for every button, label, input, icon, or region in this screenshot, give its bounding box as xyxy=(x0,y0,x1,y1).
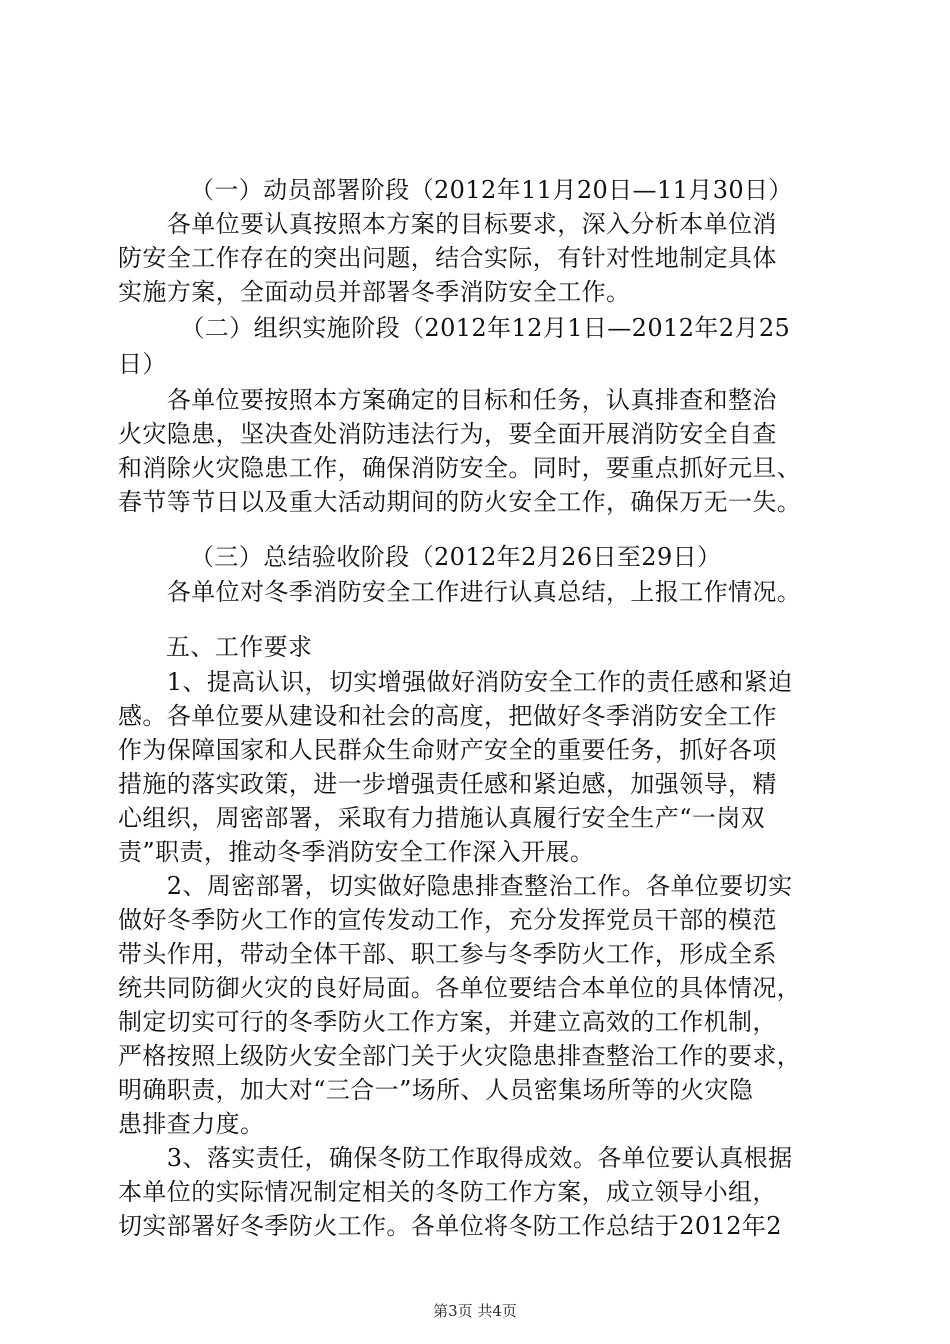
paragraph-line: 本单位的实际情况制定相关的冬防工作方案，成立领导小组， xyxy=(118,1178,777,1206)
paragraph-line: 制定切实可行的冬季防火工作方案，并建立高效的工作机制， xyxy=(118,1008,777,1036)
paragraph-line: 切实部署好冬季防火工作。各单位将冬防工作总结于2012年2 xyxy=(118,1212,782,1240)
paragraph-line: 2、周密部署，切实做好隐患排查整治工作。各单位要切实 xyxy=(118,872,793,900)
paragraph-line: 带头作用，带动全体干部、职工参与冬季防火工作，形成全系 xyxy=(118,940,777,968)
paragraph-line: 感。各单位要从建设和社会的高度，把做好冬季消防安全工作 xyxy=(118,702,777,730)
section-heading-5: 五、工作要求 xyxy=(166,633,313,661)
paragraph-line: 措施的落实政策，进一步增强责任感和紧迫感，加强领导，精 xyxy=(118,770,777,798)
paragraph-line: 各单位对冬季消防安全工作进行认真总结，上报工作情况。 xyxy=(118,578,802,606)
paragraph-line: 1、提高认识，切实增强做好消防安全工作的责任感和紧迫 xyxy=(118,668,793,696)
section-heading-1: （一）动员部署阶段（2012年11月20日—11月30日） xyxy=(190,176,793,204)
paragraph-line: 作为保障国家和人民群众生命财产安全的重要任务，抓好各项 xyxy=(118,736,777,764)
paragraph-line: 防安全工作存在的突出问题，结合实际，有针对性地制定具体 xyxy=(118,244,777,272)
paragraph-line: 心组织，周密部署，采取有力措施认真履行安全生产“一岗双 xyxy=(118,804,766,832)
section-heading-2-cont: 日） xyxy=(118,350,167,378)
paragraph-line: 患排查力度。 xyxy=(118,1110,265,1138)
paragraph-line: 火灾隐患，坚决查处消防违法行为，要全面开展消防安全自查 xyxy=(118,420,777,448)
paragraph-line: 责”职责，推动冬季消防安全工作深入开展。 xyxy=(118,838,595,866)
paragraph-line: 实施方案，全面动员并部署冬季消防安全工作。 xyxy=(118,278,631,306)
section-heading-3: （三）总结验收阶段（2012年2月26日至29日） xyxy=(190,543,722,571)
paragraph-line: 和消除火灾隐患工作，确保消防安全。同时，要重点抓好元旦、 xyxy=(118,454,802,482)
paragraph-line: 统共同防御火灾的良好局面。各单位要结合本单位的具体情况， xyxy=(118,974,802,1002)
paragraph-line: 各单位要按照本方案确定的目标和任务，认真排查和整治 xyxy=(118,386,777,414)
paragraph-line: 春节等节日以及重大活动期间的防火安全工作，确保万无一失。 xyxy=(118,488,802,516)
paragraph-line: 做好冬季防火工作的宣传发动工作，充分发挥党员干部的模范 xyxy=(118,906,777,934)
page-footer: 第3页 共4页 xyxy=(433,1302,517,1320)
section-heading-2: （二）组织实施阶段（2012年12月1日—2012年2月25 xyxy=(168,314,791,342)
paragraph-line: 3、落实责任，确保冬防工作取得成效。各单位要认真根据 xyxy=(118,1144,793,1172)
paragraph-line: 各单位要认真按照本方案的目标要求，深入分析本单位消 xyxy=(118,210,777,238)
paragraph-line: 严格按照上级防火安全部门关于火灾隐患排查整治工作的要求， xyxy=(118,1042,802,1070)
paragraph-line: 明确职责，加大对“三合一”场所、人员密集场所等的火灾隐 xyxy=(118,1076,754,1104)
